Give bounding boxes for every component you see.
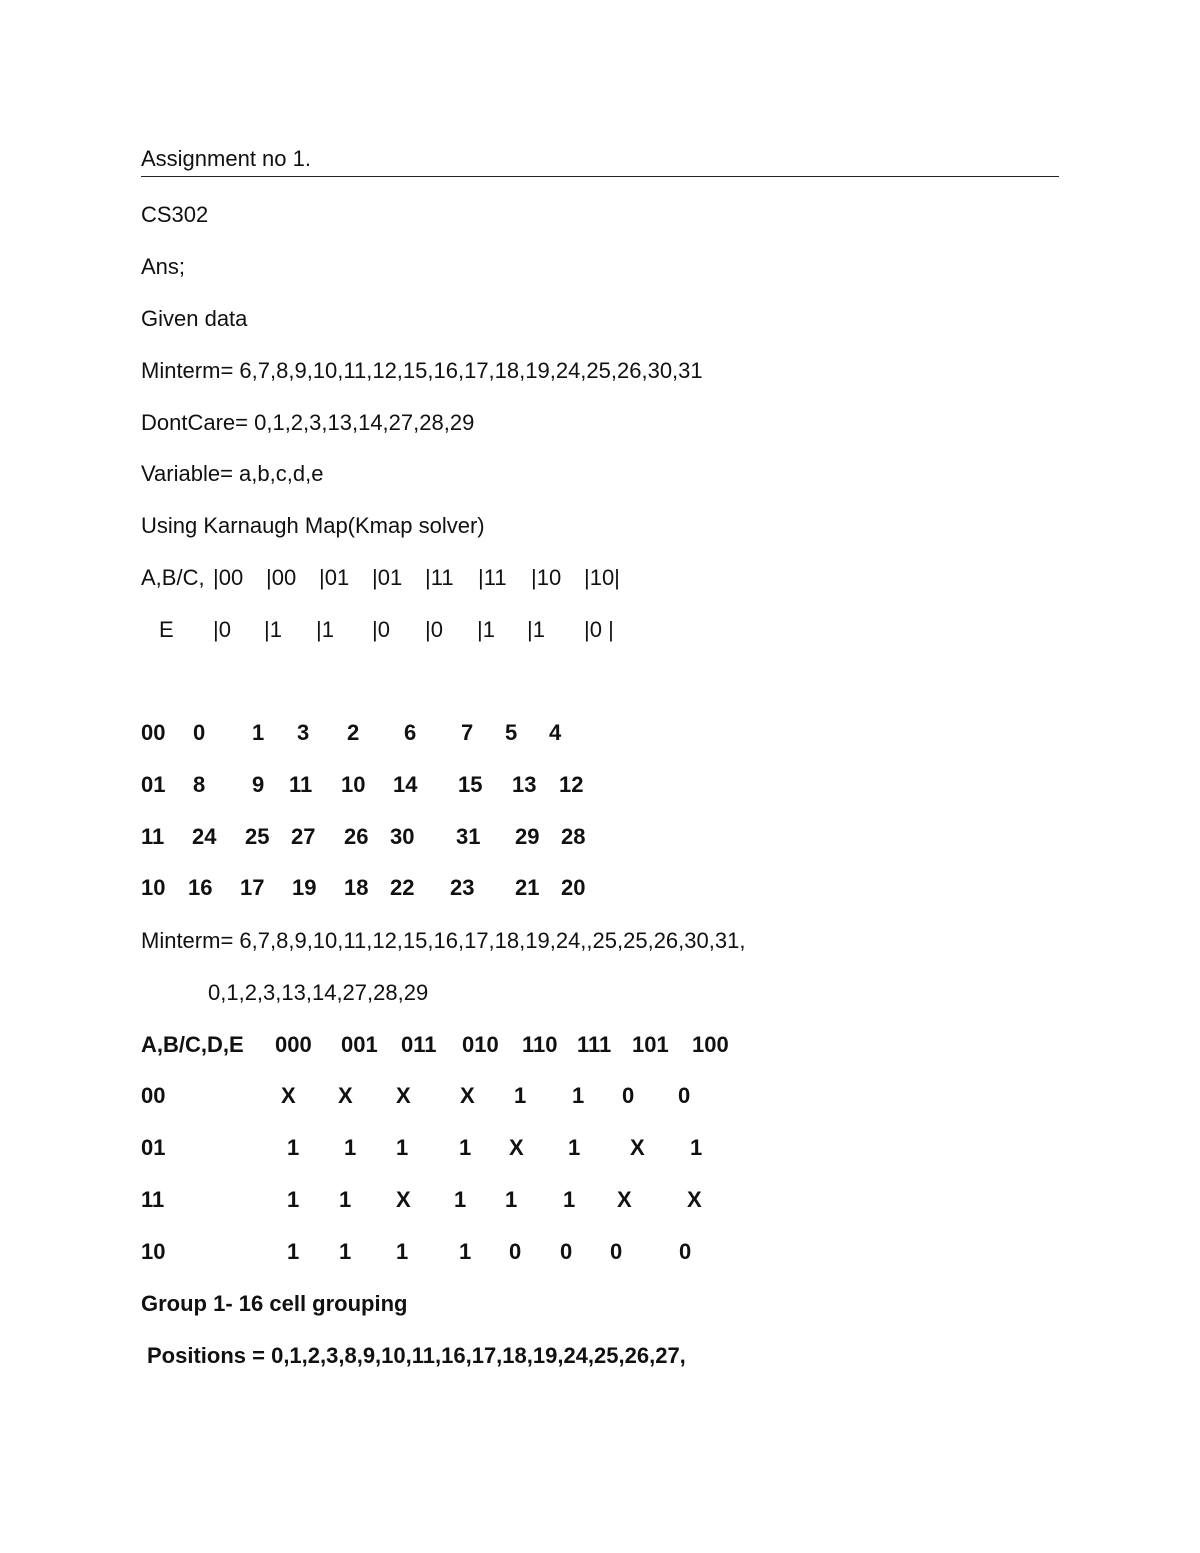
header-row-1-cell: |10: [531, 565, 562, 590]
combined-minterm-line-2: 0,1,2,3,13,14,27,28,29: [208, 980, 429, 1005]
kmap-column-header: 001: [341, 1032, 378, 1057]
course-code: CS302: [141, 202, 209, 227]
header-row-1-cell: |01: [372, 565, 403, 590]
given-data-heading: Given data: [141, 306, 248, 331]
index-map-cell: 9: [252, 772, 265, 797]
index-map-cell: 27: [291, 824, 316, 849]
kmap-row-label: 00: [141, 1083, 166, 1108]
positions-line: Positions = 0,1,2,3,8,9,10,11,16,17,18,19,24,25,26,27,: [147, 1343, 686, 1368]
index-map-row-label: 11: [141, 824, 165, 849]
index-map-cell: 16: [188, 875, 213, 900]
index-map-cell: 30: [390, 824, 415, 849]
dontcare-line: DontCare= 0,1,2,3,13,14,27,28,29: [141, 410, 475, 435]
header-row-2-cell: |1: [477, 617, 495, 642]
kmap-cell: 1: [572, 1083, 585, 1108]
kmap-cell: 1: [396, 1135, 409, 1160]
kmap-cell: 1: [459, 1239, 472, 1264]
kmap-cell: 0: [509, 1239, 522, 1264]
kmap-cell: 0: [560, 1239, 573, 1264]
group-heading: Group 1- 16 cell grouping: [141, 1291, 408, 1316]
minterm-line: Minterm= 6,7,8,9,10,11,12,15,16,17,18,19,24,25,26,30,31: [141, 358, 703, 383]
index-map-cell: 28: [561, 824, 586, 849]
header-row-2-cell: |0: [372, 617, 390, 642]
index-map-cell: 6: [404, 720, 417, 745]
index-map-cell: 20: [561, 875, 586, 900]
title-underline: [141, 176, 1059, 177]
header-row-2-cell: |0: [425, 617, 443, 642]
kmap-cell: 0: [679, 1239, 692, 1264]
kmap-cell: 1: [563, 1187, 576, 1212]
index-map-cell: 31: [456, 824, 481, 849]
kmap-column-header: 101: [632, 1032, 669, 1057]
header-row-2-cell: |1: [527, 617, 545, 642]
kmap-cell: 1: [459, 1135, 472, 1160]
index-map-cell: 8: [193, 772, 206, 797]
index-map-cell: 24: [192, 824, 217, 849]
index-map-cell: 0: [193, 720, 206, 745]
index-map-cell: 3: [297, 720, 310, 745]
index-map-cell: 1: [252, 720, 265, 745]
index-map-cell: 29: [515, 824, 540, 849]
kmap-column-header: 111: [577, 1032, 612, 1057]
variable-line: Variable= a,b,c,d,e: [141, 461, 324, 486]
index-map-cell: 15: [458, 772, 483, 797]
header-row-1-cell: |11: [478, 565, 507, 590]
kmap-corner-label: A,B/C,D,E: [141, 1032, 244, 1057]
kmap-row-label: 10: [141, 1239, 166, 1264]
kmap-column-header: 110: [522, 1032, 558, 1057]
index-map-cell: 17: [240, 875, 265, 900]
kmap-cell: 1: [454, 1187, 467, 1212]
index-map-cell: 5: [505, 720, 518, 745]
kmap-cell: 1: [339, 1239, 352, 1264]
header-row-1-cell: |01: [319, 565, 350, 590]
index-map-cell: 23: [450, 875, 475, 900]
index-map-cell: 12: [559, 772, 584, 797]
kmap-cell: X: [630, 1135, 645, 1160]
index-map-cell: 18: [344, 875, 369, 900]
index-map-cell: 22: [390, 875, 415, 900]
kmap-cell: 1: [690, 1135, 703, 1160]
kmap-row-label: 11: [141, 1187, 165, 1212]
header-row-1-cell: |10|: [584, 565, 620, 590]
method-line: Using Karnaugh Map(Kmap solver): [141, 513, 485, 538]
header-row-2-label: E: [159, 617, 174, 642]
kmap-cell: 1: [287, 1187, 300, 1212]
kmap-column-header: 010: [462, 1032, 499, 1057]
index-map-cell: 14: [393, 772, 418, 797]
kmap-cell: X: [617, 1187, 632, 1212]
index-map-cell: 11: [289, 772, 313, 797]
index-map-cell: 7: [461, 720, 474, 745]
kmap-cell: X: [460, 1083, 475, 1108]
header-row-2-cell: |1: [316, 617, 334, 642]
kmap-row-label: 01: [141, 1135, 166, 1160]
header-row-1-cell: |11: [425, 565, 454, 590]
kmap-cell: X: [396, 1187, 411, 1212]
kmap-cell: 1: [396, 1239, 409, 1264]
index-map-cell: 21: [515, 875, 540, 900]
answer-label: Ans;: [141, 254, 186, 279]
index-map-row-label: 00: [141, 720, 166, 745]
header-row-1-label: A,B/C,: [141, 565, 205, 590]
header-row-1-cell: |00: [266, 565, 297, 590]
kmap-cell: 0: [622, 1083, 635, 1108]
index-map-cell: 10: [341, 772, 366, 797]
kmap-cell: 1: [287, 1239, 300, 1264]
index-map-row-label: 10: [141, 875, 166, 900]
header-row-2-cell: |0 |: [584, 617, 614, 642]
kmap-cell: X: [338, 1083, 353, 1108]
index-map-cell: 19: [292, 875, 317, 900]
kmap-cell: 1: [505, 1187, 518, 1212]
combined-minterm-line-1: Minterm= 6,7,8,9,10,11,12,15,16,17,18,19,24,,25,25,26,30,31,: [141, 928, 746, 953]
document-title: Assignment no 1.: [141, 146, 311, 171]
index-map-cell: 25: [245, 824, 270, 849]
index-map-cell: 26: [344, 824, 369, 849]
kmap-cell: 1: [339, 1187, 352, 1212]
kmap-cell: X: [687, 1187, 702, 1212]
header-row-1-cell: |00: [213, 565, 244, 590]
index-map-cell: 4: [549, 720, 562, 745]
kmap-column-header: 011: [401, 1032, 437, 1057]
kmap-cell: X: [281, 1083, 296, 1108]
index-map-row-label: 01: [141, 772, 166, 797]
index-map-cell: 13: [512, 772, 537, 797]
kmap-cell: 0: [678, 1083, 691, 1108]
kmap-cell: X: [509, 1135, 524, 1160]
kmap-column-header: 100: [692, 1032, 729, 1057]
index-map-cell: 2: [347, 720, 360, 745]
kmap-cell: 0: [610, 1239, 623, 1264]
header-row-2-cell: |0: [213, 617, 231, 642]
kmap-cell: 1: [344, 1135, 357, 1160]
kmap-cell: 1: [568, 1135, 581, 1160]
kmap-column-header: 000: [275, 1032, 312, 1057]
header-row-2-cell: |1: [264, 617, 282, 642]
kmap-cell: 1: [287, 1135, 300, 1160]
kmap-cell: 1: [514, 1083, 527, 1108]
kmap-cell: X: [396, 1083, 411, 1108]
